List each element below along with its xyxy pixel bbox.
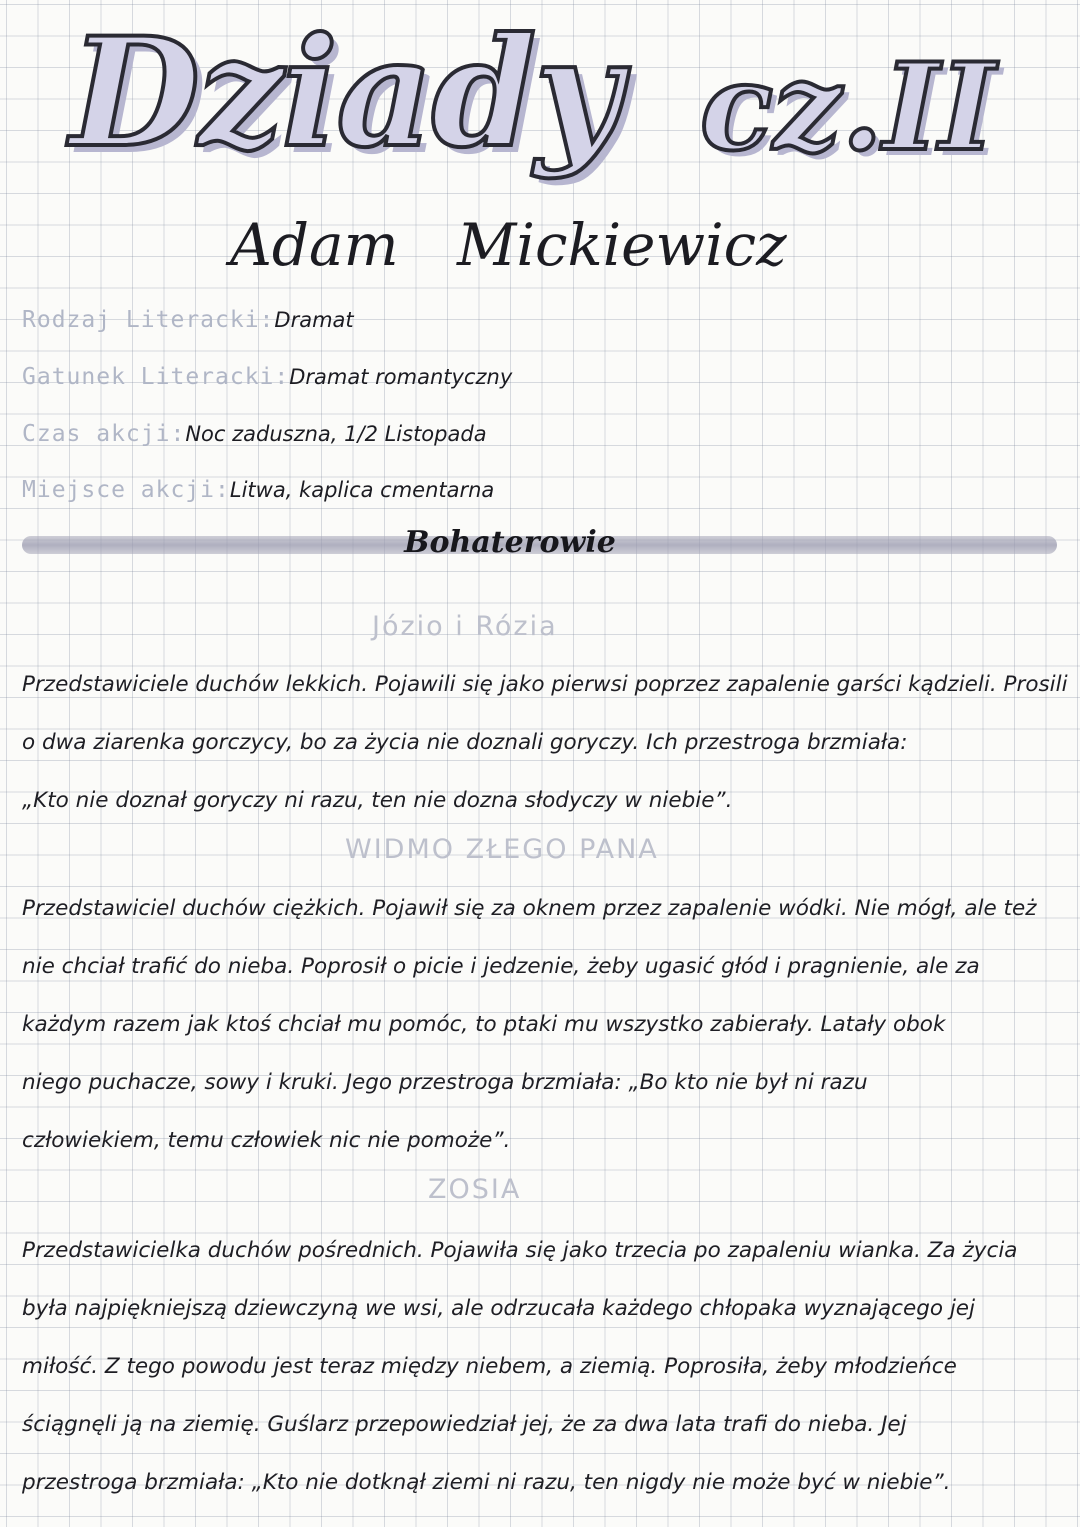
text-line: Przedstawiciele duchów lekkich. Pojawili się jako pierwsi poprzez zapalenie garści kądzieli. Prosili bbox=[22, 672, 1068, 697]
meta-row-place bbox=[22, 470, 494, 510]
title-main: Dziady bbox=[70, 5, 620, 181]
section-heading: Bohaterowie bbox=[404, 525, 616, 560]
text-line: miłość. Z tego powodu jest teraz między niebem, a ziemią. Poprosiła, żeby młodzieńce bbox=[22, 1354, 957, 1379]
text-line: człowiekiem, temu człowiek nic nie pomoże”. bbox=[22, 1128, 511, 1153]
author-name: Adam Mickiewicz bbox=[230, 211, 787, 279]
meta-value: Dramat romantyczny bbox=[289, 365, 513, 389]
meta-value: Dramat bbox=[274, 308, 354, 332]
character-name: WIDMO ZŁEGO PANA bbox=[345, 834, 659, 865]
text-line: przestroga brzmiała: „Kto nie dotknął ziemi ni razu, ten nigdy nie może być w niebie”. bbox=[22, 1470, 951, 1495]
text-line: „Kto nie doznał goryczy ni razu, ten nie dozna słodyczy w niebie”. bbox=[22, 788, 733, 813]
meta-value: Noc zaduszna, 1/2 Listopada bbox=[185, 422, 487, 446]
meta-row-genre bbox=[22, 300, 354, 340]
meta-label: Rodzaj Literacki: bbox=[22, 307, 275, 333]
meta-row-time bbox=[22, 414, 487, 454]
character-name: Józio i Rózia bbox=[372, 611, 558, 642]
meta-label: Miejsce akcji: bbox=[22, 477, 230, 503]
text-line: nie chciał trafić do nieba. Poprosił o picie i jedzenie, żeby ugasić głód i pragnienie, ale za bbox=[22, 954, 980, 979]
text-line: każdym razem jak ktoś chciał mu pomóc, to ptaki mu wszystko zabierały. Latały obok bbox=[22, 1012, 946, 1037]
character-name: ZOSIA bbox=[428, 1174, 522, 1205]
title-block bbox=[70, 5, 996, 198]
text-line: o dwa ziarenka gorczycy, bo za życia nie doznali goryczy. Ich przestroga brzmiała: bbox=[22, 730, 908, 755]
character-description bbox=[22, 656, 1068, 830]
character-description bbox=[22, 1222, 1062, 1512]
meta-label: Czas akcji: bbox=[22, 421, 186, 447]
text-line: ściągnęli ją na ziemię. Guślarz przepowiedział jej, że za dwa lata trafi do nieba. Jej bbox=[22, 1412, 907, 1437]
text-line: Przedstawiciel duchów ciężkich. Pojawił się za oknem przez zapalenie wódki. Nie mógł, ale też bbox=[22, 896, 1037, 921]
meta-label: Gatunek Literacki: bbox=[22, 364, 290, 390]
meta-value: Litwa, kaplica cmentarna bbox=[229, 478, 495, 502]
meta-row-type bbox=[22, 357, 512, 397]
text-line: była najpiękniejszą dziewczyną we wsi, ale odrzucała każdego chłopaka wyznającego jej bbox=[22, 1296, 976, 1321]
title-part: cz.II bbox=[700, 37, 996, 178]
text-line: niego puchacze, sowy i kruki. Jego przestroga brzmiała: „Bo kto nie był ni razu bbox=[22, 1070, 868, 1095]
text-line: Przedstawicielka duchów pośrednich. Pojawiła się jako trzecia po zapaleniu wianka. Za życia bbox=[22, 1238, 1018, 1263]
character-description bbox=[22, 880, 1062, 1170]
